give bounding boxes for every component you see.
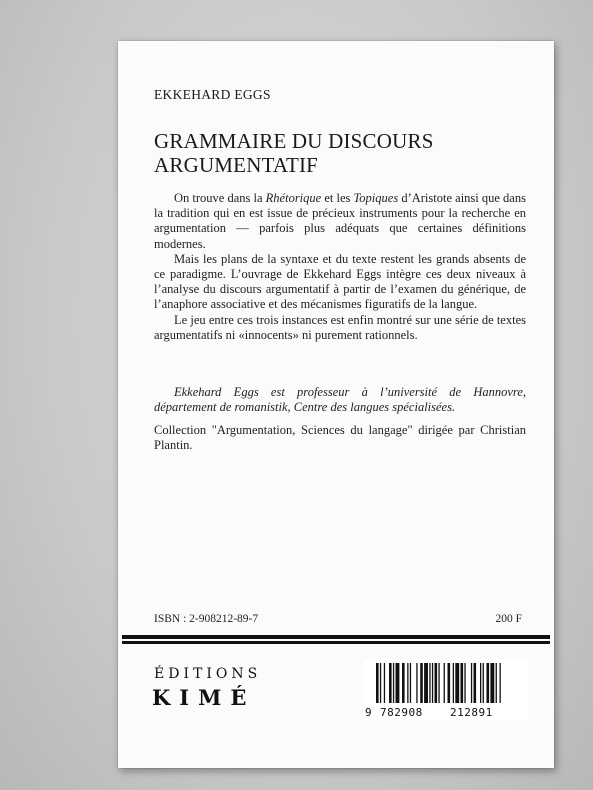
barcode-bar <box>396 663 400 703</box>
barcode-bar <box>435 663 438 703</box>
description-paragraph-1 <box>154 191 526 252</box>
barcode-bar <box>487 663 490 703</box>
p1-italic-topiques: Topiques <box>353 191 399 205</box>
barcode-bar <box>480 663 481 703</box>
barcode-bar <box>389 663 392 703</box>
barcode-bar <box>420 663 423 703</box>
barcode-bar <box>490 663 494 703</box>
publisher-logo: KIMÉ <box>152 685 256 710</box>
p1-italic-rhetorique: Rhétorique <box>265 191 322 205</box>
p1-text-c: d’Aristote ainsi que dans la tradition qui en est issue de précieux instruments pour la recherche en argumentation — parfois plus adéquats que certaines définitions modernes. <box>154 191 526 251</box>
barcode-bar <box>464 663 465 703</box>
isbn: ISBN : 2-908212-89-7 <box>154 613 259 625</box>
barcode-bar <box>380 663 381 703</box>
author-bio: Ekkehard Eggs est professeur à l’université de Hannovre, département de romanistik, Centre des langues spécialisées. <box>154 385 526 415</box>
barcode-bar <box>407 663 408 703</box>
title-line-2: ARGUMENTATIF <box>154 153 319 177</box>
barcode-left-digits: 782908 <box>380 706 423 719</box>
barcode-bars <box>364 659 528 707</box>
barcode-bar <box>438 663 439 703</box>
barcode-bar <box>500 663 501 703</box>
publisher-line-1: ÉDITIONS <box>154 666 262 682</box>
barcode-bar <box>429 663 430 703</box>
p1-text-b: et les <box>321 191 354 205</box>
barcode-bar <box>453 663 454 703</box>
barcode-bar <box>448 663 451 703</box>
barcode-bar <box>483 663 484 703</box>
barcode-bar <box>474 663 477 703</box>
description-paragraph-2: Mais les plans de la syntaxe et du texte restent les grands absents de ce paradigme. L’ouvrage de Ekkehard Eggs intègre ces deux niveaux à l’analyse du discours argumentatif à partir de l’examen du générique, de l’anaphore associative et des mécanismes figuratifs de la langue. <box>154 251 526 312</box>
collection-note: Collection "Argumentation, Sciences du langage" dirigée par Christian Plantin. <box>154 423 526 453</box>
barcode-bar <box>376 663 379 703</box>
barcode-bar <box>402 663 405 703</box>
author-name: EKKEHARD EGGS <box>154 87 271 102</box>
description-paragraph-3: Le jeu entre ces trois instances est enfin montré sur une série de textes argumentatifs ni «innocents» ni purement rationnels. <box>154 312 526 342</box>
p1-text-a: On trouve dans la <box>174 191 266 205</box>
barcode <box>364 659 528 721</box>
barcode-bar <box>393 663 394 703</box>
barcode-first-digit: 9 <box>365 706 373 719</box>
book-title <box>154 129 434 177</box>
barcode-bar <box>424 663 428 703</box>
barcode-bar <box>444 663 445 703</box>
barcode-bar <box>410 663 411 703</box>
description <box>154 191 526 343</box>
price: 200 F <box>495 613 522 625</box>
barcode-bar <box>432 663 433 703</box>
barcode-bar <box>461 663 464 703</box>
barcode-bar <box>471 663 472 703</box>
book-back-cover <box>118 41 554 768</box>
barcode-right-digits: 212891 <box>450 706 493 719</box>
barcode-bar <box>416 663 417 703</box>
divider-rule-bottom <box>122 641 550 644</box>
barcode-bar <box>496 663 497 703</box>
barcode-bar <box>384 663 385 703</box>
title-line-1: GRAMMAIRE DU DISCOURS <box>154 129 434 153</box>
divider-rule-top <box>122 635 550 639</box>
barcode-bar <box>455 663 459 703</box>
